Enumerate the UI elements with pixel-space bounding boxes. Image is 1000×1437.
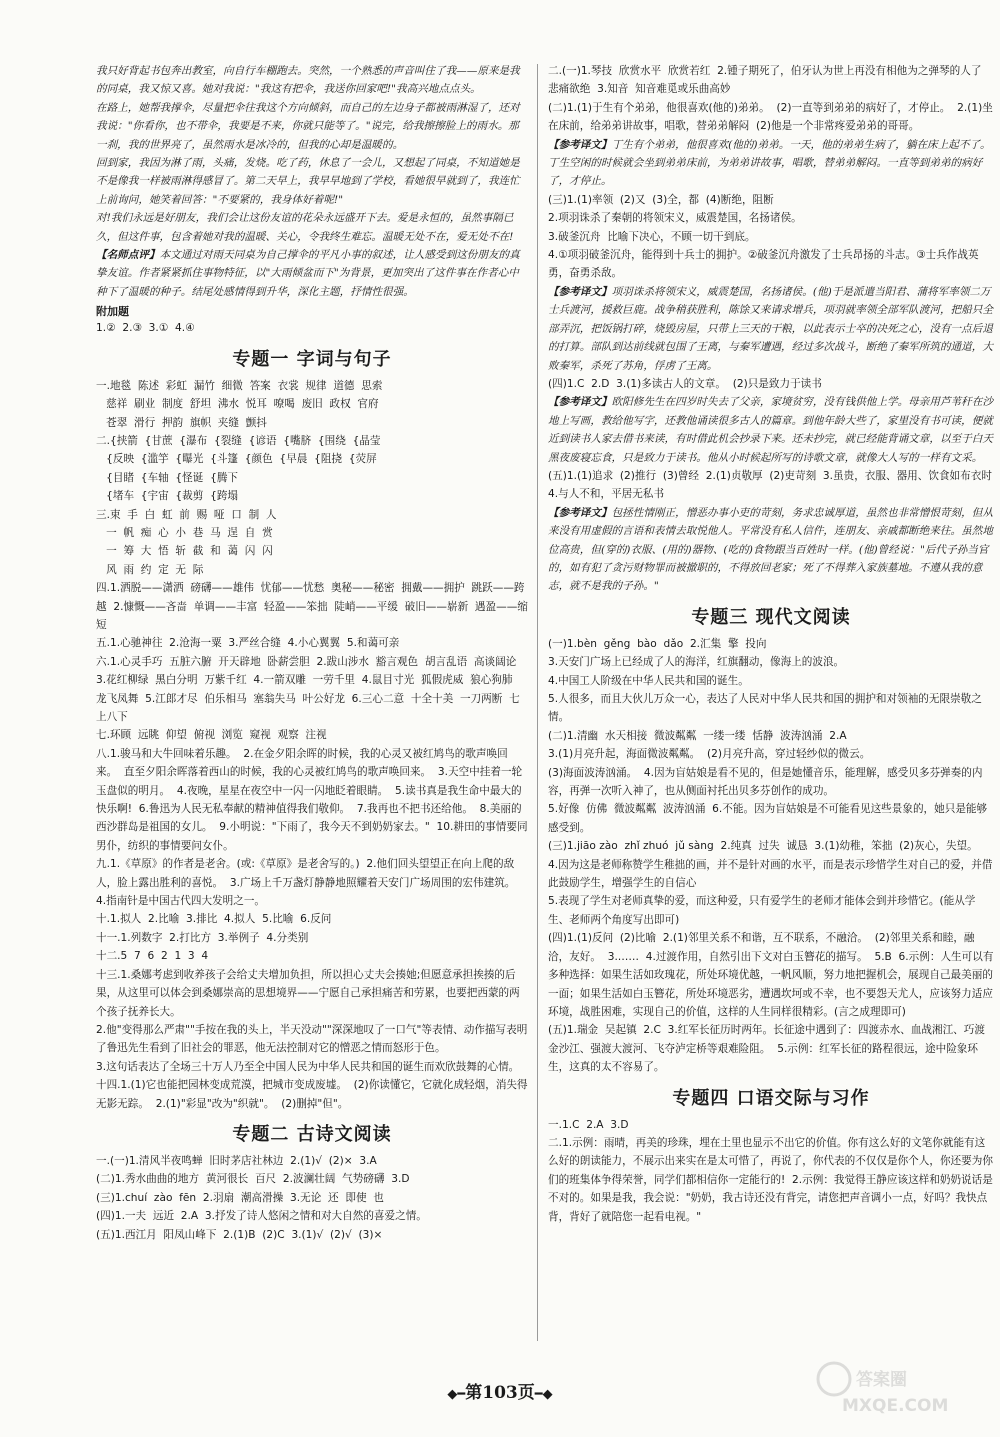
answer-line: 十三.1.桑娜考虑到收养孩子会给丈夫增加负担，所以担心丈夫会揍她;但愿意承担挨揍的后果，从这里可以体会到桑娜崇高的思想境界——宁愿自己承担痛苦和劳累，也要把西蒙的两个孩子抚养长大。 [96, 968, 520, 1018]
answer-line: (四)1.一夫 远近 2.A 3.抒发了诗人悠闲之情和对大自然的喜爱之情。 [96, 1210, 427, 1223]
answer-line: 十.1.拟人 2.比喻 3.排比 4.拟人 5.比喻 6.反问 [96, 913, 332, 926]
answer-line: 四.1.洒脱——潇洒 磅礴——雄伟 忧郁——忧愁 奥秘——秘密 拥戴——拥护 跳跃——跨越 2.慷慨——吝啬 单调——丰富 轻盈——笨拙 陡峭——平缓 破旧——崭新 遇盈——缩短 [96, 582, 528, 631]
right-column [548, 62, 999, 1345]
translation-text: 欧阳修先生在四岁时失去了父亲，家境贫穷，没有钱供他上学。母亲用芦苇秆在沙地上写画，教给他写字，还教他诵读很多古人的篇章。到他年龄大些了，家里没有书可读，便就近到读书人家去借书来读，有时借此机会抄录下来。还未抄完，就已经能背诵文章，以至于白天黑夜废寝忘食，只是致力于读书。他从小时候起所写的诗歌文章，就像大人写的一样有文采。 [548, 396, 993, 464]
answer-line: (五)1.(1)追求 (2)推行 (3)曾经 2.(1)贞敬厚 (2)吏苛刻 3.虽贵，衣服、器用、饮食如布衣时 4.与人不和，平居无私书 [548, 469, 999, 501]
answer-line: (三)1.(1)率领 (2)又 (3)全，都 (4)断绝，阻断 [548, 193, 774, 206]
essay-paragraph: 对!我们永远是好朋友，我们会让这份友谊的花朵永远盛开下去。爱是永恒的，虽然事隔已久，但这件事，包含着她对我的温暖、关心，令我终生难忘。温暖无处不在，爱无处不在! [96, 212, 514, 243]
answer-line: 5.好像 仿佛 微波粼粼 波涛汹涌 6.不能。因为盲姑娘是不可能看见这些景象的，她只是能够感受到。 [548, 803, 988, 834]
answer-line: 十四.1.(1)它也能把园林变成荒漠，把城市变成废墟。 (2)你读懂它，它就化成轻烟，消失得无影无踪。 2.(1)"彩显"改为"织就"。 (2)删掉"但"。 [96, 1079, 528, 1110]
classical-answers-mid [548, 191, 994, 283]
footer-ornament-right: ━◆ [534, 1387, 553, 1402]
answer-line: 3.破釜沉舟 比喻下决心，不顾一切干到底。 [548, 230, 756, 243]
left-column [96, 62, 528, 1345]
answer-line: 七.环顾 远眺 仰望 俯视 浏览 窥视 观察 注视 [96, 729, 327, 742]
reference-translation [548, 504, 994, 596]
answer-line: {目睹 {车轴 {怪诞 {腾下 [96, 471, 239, 484]
answer-line: (一)1.bèn gěng bào dǎo 2.汇集 擎 投向 [548, 637, 767, 650]
answer-line: 2.他"变得那么严肃""手按在我的头上，半天没动""深深地叹了一口气"等表情、动作描写表明了鲁迅先生看到了旧社会的罪恶，他无法控制对它的憎恶之情而怒形于色。 [96, 1023, 528, 1055]
answer-line: 六.1.心灵手巧 五脏六腑 开天辟地 卧薪尝胆 2.跋山涉水 豁言观色 胡言乱语 高谈阔论 3.花红柳绿 黑白分明 万紫千红 4.一箭双雕 一劳千里 4.鼠目寸光 狐假虎威 狼心狗肺 龙飞凤舞 5.江郎才尽 伯乐相马 塞翁失马 叶公好龙 6.三心二意 十全十美 一刀两断 七上八下 [96, 655, 524, 723]
column-divider [537, 64, 538, 1341]
answer-line: 2.项羽诛杀了秦朝的将领宋义，威震楚国，名扬诸侯。 [548, 212, 802, 225]
classical-answers-mid [548, 467, 999, 504]
answer-line: (二)1.秀水曲曲的地方 黄河很长 百尺 2.波澜壮阔 气势磅礴 3.D [96, 1173, 410, 1186]
translation-text: 丁生有个弟弟，他很喜欢(他的)弟弟。一天，他的弟弟生病了，躺在床上起不了。丁生空闲的时候就会坐到弟弟床前，为弟弟讲故事，唱歌，替弟弟解闷。一直等到弟弟的病好了，才停止。 [548, 138, 991, 188]
answer-line: (二)1.(1)于生有个弟弟，他很喜欢(他的)弟弟。 (2)一直等到弟弟的病好了，才停止。 2.(1)坐在床前，给弟弟讲故事，唱歌，替弟弟解闷 (2)他是一个非常疼爱弟弟的哥哥。 [548, 101, 993, 133]
teacher-comment-label: 【名师点评】 [96, 249, 160, 262]
translation-text: 包拯性情刚正，憎恶办事小吏的苛刻，务求忠诚厚道，虽然也非常憎恨苛刻，但从来没有用虚假的言语和表情去取悦他人。平常没有私人信件，连朋友、亲戚都断绝来往。虽然地位高贵，但(穿的)衣服、(用的)器物、(吃的)食物跟当百姓时一样。(他)曾经说："后代子孙当官的，如有犯了贪污财物罪而被撤职的，不得放回老家；死了不得葬入家族墓地。不遵从我的意志，就不是我的子孙。" [548, 506, 993, 593]
answer-line: (三)1.chuí zào fēn 2.羽扇 潮高滑操 3.无论 还 即使 也 [96, 1191, 384, 1204]
answer-line: (四)1.C 2.D 3.(1)多读古人的文章。 (2)只是致力于读书 [548, 377, 822, 390]
answer-line: 一.(一)1.清风半夜鸣蝉 旧时茅店社林边 2.(1)√ (2)× 3.A [96, 1154, 377, 1167]
watermark-title: 答案圈 [856, 1370, 907, 1390]
answer-line: 一 帆 痴 心 小 巷 马 逞 自 赏 [96, 526, 273, 539]
answer-line: {堵车 {宇宙 {裁剪 {跨塌 [96, 490, 239, 503]
section4-answers [548, 1116, 994, 1226]
page-number: 第103页 [465, 1383, 535, 1403]
bonus-answers: 1.② 2.③ 3.① 4.④ [96, 322, 195, 335]
watermark-domain: MXQE.COM [842, 1396, 949, 1416]
answer-line: 二.(一)1.琴技 欣赏水平 欣赏若红 2.锺子期死了，伯牙认为世上再没有相他为之弹琴的人了 悲痛欲绝 3.知音 知音难觅或乐曲高妙 [548, 65, 989, 96]
site-watermark [812, 1357, 972, 1417]
answer-line: 一 筹 大 悟 斩 截 和 蔼 闪 闪 [96, 545, 273, 558]
answer-line: 5.人很多，而且大伙儿万众一心，表达了人民对中华人民共和国的拥护和对领袖的无限崇敬之情。 [548, 693, 982, 724]
answer-line: (五)1.瑞金 吴起镇 2.C 3.红军长征历时两年。长征途中遇到了：四渡赤水、血战湘江、巧渡金沙江、强渡大渡河、飞夺泸定桥等艰难险阻。 5.示例：红军长征的路程很远，途中险象环生，这真的太不容易了。 [548, 1024, 985, 1074]
reference-translation [548, 136, 994, 191]
footer-ornament-left: ◆━ [447, 1387, 466, 1402]
reference-translation [548, 283, 994, 375]
teacher-comment-text: 本文通过对雨天同桌为自己撑伞的平凡小事的叙述，让人感受到这份朋友的真挚友谊。作者紧紧抓住事物特征，以"大雨倾盆而下"为背景，更加突出了这件事在作者心中种下了温暖的种子。结尾处感情得到升华，深化主题，抒情性很强。 [96, 249, 520, 298]
answer-line: 风 雨 约 定 无 际 [96, 563, 204, 576]
answer-line: 慈祥 刷业 制度 舒坦 沸水 悦耳 嘹喝 废旧 政权 官府 [96, 398, 379, 411]
classical-answers-top [548, 62, 994, 136]
section2-answers [96, 1152, 528, 1244]
essay-paragraph: 我只好背起书包奔出教室，向自行车棚跑去。突然，一个熟悉的声音叫住了我——原来是我的同桌，我又惊又喜。她对我说："我这有把伞，我送你回家吧!"我高兴地点点头。 [96, 65, 520, 96]
section3-answers [548, 635, 994, 1077]
answer-line: 五.1.心驰神往 2.沧海一粟 3.严丝合缝 4.小心翼翼 5.和蔼可亲 [96, 637, 400, 650]
answer-line: 二.{挟箭 {甘蔗 {瀑布 {裂缝 {谚语 {嘴脐 {围绕 {晶莹 [96, 434, 381, 447]
answer-line: 3.这句话表达了全场三十万人乃至全中国人民为中华人民共和国的诞生而欢欣鼓舞的心情。 [96, 1060, 520, 1073]
translation-label: 【参考译文】 [548, 138, 612, 151]
answer-line: 十一.1.列数字 2.打比方 3.举例子 4.分类别 [96, 931, 309, 944]
answer-line: 八.1.骏马和大牛回味着乐趣。 2.在金夕阳余晖的时候，我的心灵又被红鸠鸟的歌声唤回来。 直至夕阳余晖落着西山的时候，我的心灵被红鸠鸟的歌声唤回来。 3.天空中挂着一轮玉盘似的明月。 4.夜晚，星星在夜空中一闪一闪地眨着眼睛。 5.读书真是我生命中最大的快乐啊! 6.鲁迅为人民无私奉献的精神值得我们敬仰。 7.我再也不把书还给他。 8.美丽的西沙群岛是祖国的女儿。 9.小明说："下雨了，我今天不到奶奶家去。" 10.耕田的事情要同男仆，纺织的事情要问女仆。 [96, 747, 528, 852]
answer-line: 4.①项羽破釜沉舟，能得到十兵士的拥护。②破釜沉舟激发了士兵昂扬的斗志。③士兵作战英勇，奋勇杀敌。 [548, 249, 979, 280]
answer-line: (3)海面波涛汹涌。 4.因为盲姑娘是看不见的，但是她懂音乐，能理解，感受贝多芬弹奏的内容，再弹一次听入神了，也从侧面衬托出贝多芬创作的成功。 [548, 766, 983, 798]
answer-line: 九.1.《草原》的作者是老舍。(或:《草原》是老舍写的。) 2.他们回头望望正在向上爬的敌人，脸上露出胜利的喜悦。 3.广场上千万盏灯静静地照耀着天安门广场周围的宏伟建筑。 4.指南针是中国古代四大发明之一。 [96, 858, 523, 908]
essay-paragraph: 在路上，她帮我撑伞，尽量把伞往我这个方向倾斜，而自己的左边身子都被雨淋湿了，还对我说："你看你，也不带伞，我要是不来，你就只能等了。"说完，给我擦擦脸上的雨水。那一刹，我的世界亮了，虽然雨水是冰冷的，但我的心却是温暖的。 [96, 101, 520, 151]
section4-heading: 专题四 口语交际与习作 [672, 1087, 870, 1109]
classical-answers-mid [548, 375, 994, 393]
translation-label: 【参考译文】 [548, 285, 612, 298]
translation-label: 【参考译文】 [548, 396, 612, 409]
translation-label: 【参考译文】 [548, 506, 612, 519]
answer-line: 二.1.示例：雨晴，再美的珍珠，埋在土里也显示不出它的价值。你有这么好的文笔你就能有这么好的朗读能力，不展示出来实在是太可惜了，再说了，你代表的不仅仅是你个人，你还要为你们的班集体争得荣誉，同学们都相信你一定能行的! 2.示例：我觉得王静应该这样和奶奶说话是不对的。如果是我，我会说："奶奶，我古诗还没有背完，请您把声音调小一点，好吗？我快点背，背好了就陪您一起看电视。" [548, 1136, 993, 1223]
answer-line: (三)1.jiāo zào zhǐ zhuó jǔ sàng 2.纯真 过失 诚恳 3.(1)幼稚，笨拙 (2)灰心，失望。 4.因为这是老师称赞学生稚拙的画，并不是针对画的水平，而是表示珍惜学生对自己的爱，并借此鼓励学生，增强学生的自信心 [548, 840, 993, 890]
answer-line: 一.1.C 2.A 3.D [548, 1118, 629, 1131]
answer-line: 3.(1)月亮升起，海面微波粼粼。 (2)月亮升高，穿过轻纱似的微云。 [548, 748, 871, 761]
answer-line: 4.中国工人阶级在中华人民共和国的诞生。 [548, 674, 749, 687]
answer-line: (四)1.(1)反问 (2)比喻 2.(1)邻里关系不和谐，互不联系，不融洽。 (2)邻里关系和睦，融洽，友好。 3.…… 4.过渡作用，自然引出下文对白玉簪花的描写。 5.B 6.示例：人生可以有多种选择：如果生活如玫瑰花，所处环境优越，一帆风顺，努力地把握机会，展现自己最美丽的一面；如果生活如白玉簪花，所处环境恶劣，遭遇坎坷或不幸，也不要怨天尤人，应该努力适应环境，战胜困难，实现自己的价值，这样的人生同样很精彩。(言之成理即可) [548, 932, 994, 1018]
answer-line: 3.天安门广场上已经成了人的海洋，红旗翻动，像海上的波浪。 [548, 656, 845, 669]
translation-text: 项羽诛杀将领宋义，威震楚国，名扬诸侯。(他)于是派遣当阳君、蒲将军率领二万士兵渡河，援救巨鹿。战争稍获胜利，陈馀又来请求增兵，项羽就率领全部军队渡河，把船只全部弄沉，把饭锅打碎，烧毁房屋，只带上三天的干粮，以此表示士卒的决死之心，没有一点后退的打算。部队到达前线就包围了王离，与秦军遭遇，经过多次战斗，断绝了秦军所筑的通道，大败秦军，杀死了苏角，俘虏了王离。 [548, 285, 993, 372]
teacher-comment [96, 246, 528, 301]
answer-line: (二)1.清幽 水天相接 微波粼粼 一缕一缕 恬静 波涛汹涌 2.A [548, 729, 847, 742]
answer-line: 苍翠 滑行 押韵 旗帜 夹缝 颤抖 [96, 416, 267, 429]
answer-line: 5.表现了学生对老师真挚的爱，而这种爱，只有爱学生的老师才能体会到并珍惜它。(能从学生、老师两个角度写出即可) [548, 895, 976, 926]
answer-line: (五)1.西江月 阳凤山峰下 2.(1)B (2)C 3.(1)√ (2)√ (3)× [96, 1228, 383, 1241]
essay-paragraph: 回到家，我因为淋了雨，头痛，发烧。吃了药，休息了一会儿，又想起了同桌，不知道她是不是像我一样被雨淋得感冒了。第二天早上，我早早地到了学校，看她很早就到了，我连忙上前询问，她笑着回答："不要紧的，我身体好着呢!" [96, 157, 520, 206]
answer-line: 十二.5 7 6 2 1 3 4 [96, 950, 209, 963]
answer-line: 三.束 手 白 虹 前 赐 哑 口 制 人 [96, 508, 277, 521]
section1-answers [96, 377, 528, 1113]
watermark-seal-icon [818, 1363, 850, 1395]
answer-line: 一.地毯 陈述 彩虹 漏竹 细微 答案 衣裳 规律 道德 思索 [96, 379, 383, 392]
bonus-title: 附加题 [96, 305, 129, 319]
section2-heading: 专题二 古诗文阅读 [232, 1123, 392, 1145]
reference-translation [548, 393, 994, 467]
answer-line: {反映 {滥竽 {曝光 {斗篷 {颜色 {早晨 {阻挠 {荧屏 [96, 453, 377, 466]
section1-heading: 专题一 字词与句子 [232, 348, 392, 370]
section3-heading: 专题三 现代文阅读 [691, 606, 851, 628]
